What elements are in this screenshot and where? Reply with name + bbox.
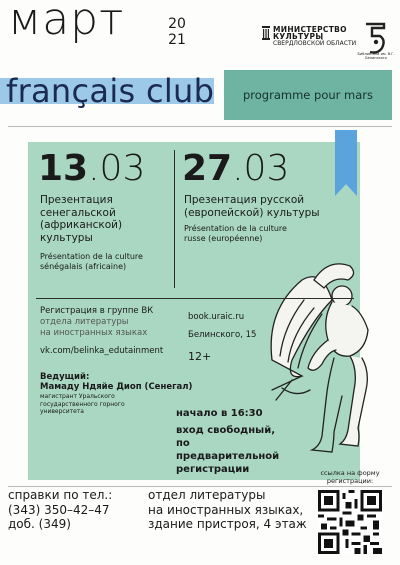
event-title-1-line: сенегальской	[40, 206, 116, 219]
website-link[interactable]: book.uraic.ru	[188, 312, 245, 322]
department-line: здание пристроя, 4 этаж	[148, 517, 307, 531]
vk-department-text	[40, 317, 180, 339]
free-entry-line: вход свободный,	[176, 425, 276, 436]
event-day-1: 13	[38, 148, 89, 189]
event-month-1: .03	[88, 148, 146, 189]
club-title: français club	[6, 72, 215, 110]
event-french-1-line: sénégalais (africaine)	[40, 262, 127, 271]
event-title-2-line: (европейской) культуры	[184, 206, 320, 219]
host-name: Мамаду Ндяйе Диоп (Сенегал)	[40, 382, 193, 392]
ministry-line3: СВЕРДЛОВСКОЙ ОБЛАСТИ	[273, 40, 357, 47]
library-name: Библиотека им. В.Г. Белинского	[357, 52, 395, 60]
event-french-2-line: Présentation de la culture	[184, 224, 287, 233]
free-entry-line: по предварительной	[176, 438, 280, 462]
host-label: Ведущий:	[40, 372, 90, 382]
event-title-1-line: (африканской)	[40, 219, 123, 231]
event-french-1	[40, 252, 170, 272]
qr-code-icon[interactable]	[318, 490, 382, 554]
event-title-1	[40, 194, 170, 244]
event-date-1	[38, 150, 145, 188]
host-position: магистрант Уральского государственного горного университета	[40, 393, 125, 415]
vk-link[interactable]: vk.com/belinka_edutainment	[40, 346, 164, 356]
vk-department-line: на иностранных языках	[40, 328, 148, 338]
department-info	[148, 488, 318, 532]
phone-line: доб. (349)	[8, 517, 71, 531]
event-french-2-line: russe (européenne)	[184, 234, 263, 243]
ministry-line2: КУЛЬТУРЫ	[273, 32, 324, 41]
year-label	[166, 16, 188, 48]
event-french-2	[184, 224, 314, 244]
year-top: 20	[168, 16, 186, 32]
free-entry-line: регистрации	[176, 464, 250, 475]
vk-department-line: отдела литературы	[40, 317, 129, 327]
vk-registration-text: Регистрация в группе ВК	[40, 306, 154, 316]
department-line: на иностранных языках,	[148, 502, 304, 517]
year-bottom: 21	[168, 32, 186, 48]
address-text: Белинского, 15	[188, 330, 257, 340]
free-entry-text	[176, 424, 296, 476]
phone-info	[8, 488, 148, 532]
qr-caption: ссылка на форму регистрации:	[320, 469, 380, 485]
month-title: март	[8, 0, 125, 45]
top-divider	[8, 126, 392, 127]
phone-line: справки по тел.:	[8, 488, 113, 502]
department-line: отдел литературы	[148, 488, 266, 502]
ministry-logo-text	[262, 26, 363, 47]
phone-line: (343) 350–42–47	[8, 502, 110, 517]
event-month-2: .03	[232, 148, 290, 189]
event-title-2	[184, 194, 334, 219]
ministry-line1: МИНИСТЕРСТВО	[273, 25, 347, 34]
events-horizontal-divider	[36, 298, 354, 299]
event-title-2-line: Презентация русской	[184, 194, 305, 206]
bottom-divider	[8, 486, 392, 487]
event-day-2: 27	[182, 148, 233, 189]
event-french-1-line: Présentation de la culture	[40, 252, 143, 261]
event-date-2	[182, 150, 289, 188]
events-vertical-divider	[174, 150, 175, 288]
start-time: начало в 16:30	[176, 408, 263, 419]
age-rating: 12+	[188, 350, 212, 363]
event-title-1-line: культуры	[40, 231, 93, 244]
programme-label: programme pour mars	[243, 88, 373, 102]
event-title-1-line: Презентация	[40, 194, 113, 206]
